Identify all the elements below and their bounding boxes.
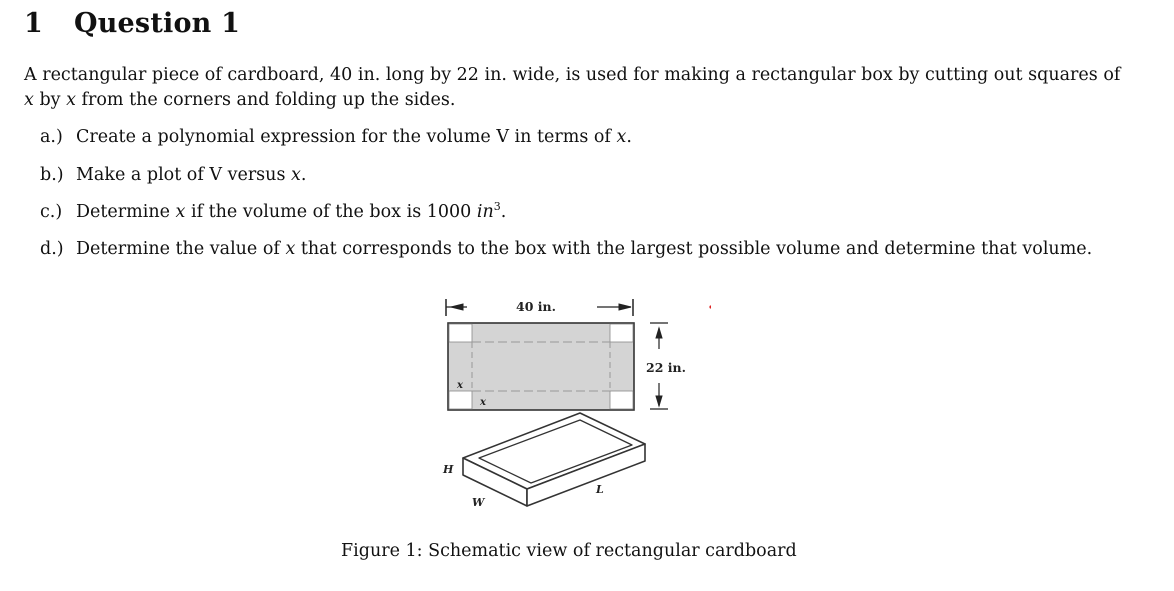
item-end: . [300,165,307,185]
width-label: 22 in. [646,360,686,375]
item-text: Create a polynomial expression for the volume V in terms of [76,127,617,147]
problem-text-2: of [1103,65,1121,85]
problem-text-1: A rectangular piece of cardboard, 40 in. long by 22 in. wide, is used for making a rectangular box by cutting out squares [24,65,1098,85]
item-b [40,164,306,186]
section-title: Question 1 [74,8,241,39]
item-text: Determine the value of [76,239,286,259]
var-x: x [290,165,301,185]
item-label: a.) [40,127,63,147]
var-x: x [66,90,76,110]
cardboard-figure [435,286,711,516]
corner-x-label-bottom: x [480,397,486,408]
var-x: x [285,239,296,259]
corner-x-label-side: x [457,380,463,391]
var-x: x [24,90,34,110]
item-label: c.) [40,202,63,222]
section-number: 1 [24,8,43,39]
item-text: Determine [76,202,176,222]
section-heading [24,8,240,39]
item-label: b.) [40,165,64,185]
item-end: . [626,127,632,147]
item-text: that corresponds to the box with the largest possible volume and determine that volume. [295,239,1093,259]
item-a [40,126,632,148]
unit-in: in [476,202,494,222]
var-x: x [616,127,627,147]
item-text: if the volume of the box is 1000 [185,202,477,222]
item-c [40,201,506,223]
length-label: 40 in. [516,299,556,314]
problem-text-4: from the corners and folding up the sides. [75,90,456,110]
height-label: H [443,463,454,476]
red-dot [709,305,711,308]
item-label: d.) [40,239,64,259]
cardboard-sheet [448,323,634,410]
item-text: Make a plot of V versus [76,165,291,185]
item-end: . [500,202,507,222]
problem-text-3: by [33,90,67,110]
box-width-label: W [472,496,485,509]
unit-exponent: 3 [493,200,501,213]
folded-box [463,413,645,506]
box-length-label: L [596,483,604,496]
var-x: x [175,202,186,222]
figure-caption: Figure 1: Schematic view of rectangular cardboard [341,541,797,561]
item-d [40,238,1092,260]
problem-statement [24,63,1134,113]
